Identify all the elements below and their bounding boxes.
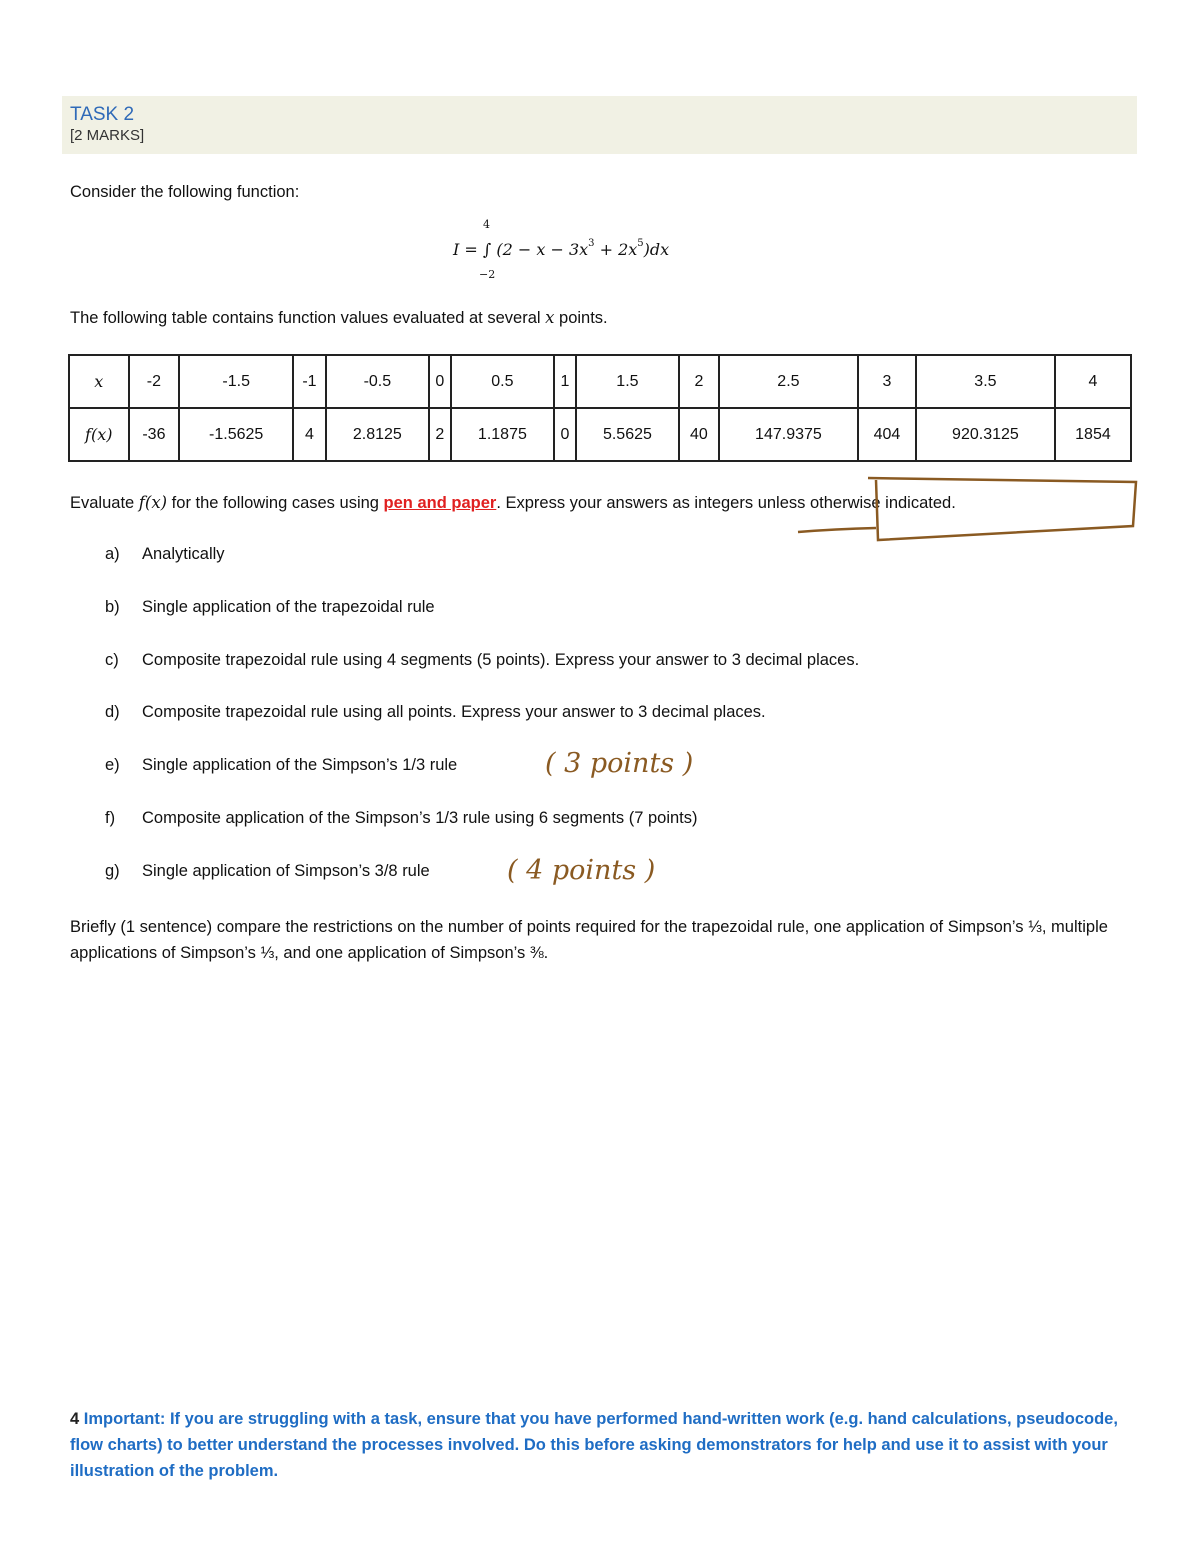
table-intro-before: The following table contains function values evaluated at several — [70, 309, 546, 327]
task-header — [62, 96, 1137, 154]
exponent-5: 5 — [637, 238, 644, 249]
table-cell-x: 3.5 — [916, 355, 1055, 408]
table-cell-x: 1 — [554, 355, 576, 408]
table-cell-fx: 404 — [858, 408, 916, 461]
eval-before: Evaluate — [70, 494, 139, 512]
list-item — [105, 545, 225, 564]
table-cell-x: 2 — [679, 355, 719, 408]
item-text: Single application of the trapezoidal rule — [142, 598, 435, 616]
table-cell-fx: 1854 — [1055, 408, 1131, 461]
task-title: TASK 2 — [70, 104, 135, 125]
table-cell-fx: -36 — [129, 408, 180, 461]
item-text: Composite trapezoidal rule using 4 segments (5 points). Express your answer to 3 decimal places. — [142, 651, 860, 669]
eval-after2: unless otherwise indicated. — [757, 494, 956, 512]
integral-equation — [453, 218, 763, 288]
table-cell-x: 2.5 — [719, 355, 858, 408]
intro-text: Consider the following function: — [70, 183, 300, 201]
integrand-mid: + 2x — [594, 240, 638, 259]
list-item — [105, 756, 457, 775]
eval-mid: for the following cases using — [167, 494, 384, 512]
item-label: g) — [105, 862, 120, 880]
table-row-fx — [69, 408, 1131, 461]
item-label: e) — [105, 756, 120, 774]
table-cell-x: 4 — [1055, 355, 1131, 408]
table-cell-x: 3 — [858, 355, 916, 408]
list-item — [105, 598, 435, 617]
table-intro — [70, 308, 608, 328]
item-label: c) — [105, 651, 119, 669]
list-item — [105, 862, 430, 881]
table-cell-fx: 1.1875 — [451, 408, 554, 461]
integral-lhs: I — [453, 240, 460, 259]
list-item — [105, 809, 698, 828]
important-number: 4 — [70, 1410, 80, 1428]
item-text: Composite trapezoidal rule using all points. Express your answer to 3 decimal places. — [142, 703, 766, 721]
table-cell-x: 1.5 — [576, 355, 679, 408]
task-marks: [2 MARKS] — [70, 127, 145, 144]
table-row-x — [69, 355, 1131, 408]
table-cell-x: -2 — [129, 355, 180, 408]
brief-question: Briefly (1 sentence) compare the restrictions on the number of points required for the trapezoidal rule, one application of Simpson’s ⅓, multiple applications of Simpson’s ⅓, and one application of Simpson’s ⅜. — [70, 918, 1108, 962]
exponent-3: 3 — [588, 238, 595, 249]
table-cell-x: -1.5 — [179, 355, 293, 408]
table-cell-x: -0.5 — [326, 355, 429, 408]
table-header-x: x — [69, 355, 129, 408]
table-cell-x: 0.5 — [451, 355, 554, 408]
table-cell-fx: 40 — [679, 408, 719, 461]
lower-limit: −2 — [479, 268, 496, 281]
function-values-table — [68, 354, 1132, 462]
important-note — [70, 1406, 1120, 1484]
item-text: Single application of Simpson’s 3/8 rule — [142, 862, 430, 880]
table-cell-fx: 147.9375 — [719, 408, 858, 461]
eval-fx: f(x) — [138, 493, 168, 512]
item-text: Composite application of the Simpson’s 1/3 rule using 6 segments (7 points) — [142, 809, 698, 827]
item-label: b) — [105, 598, 120, 616]
table-cell-fx: 4 — [293, 408, 326, 461]
table-intro-var: x — [545, 308, 555, 327]
integrand-post: )dx — [643, 240, 670, 259]
item-label: a) — [105, 545, 120, 563]
integral-body — [453, 238, 669, 259]
table-header-fx: f(x) — [69, 408, 129, 461]
table-cell-fx: 2.8125 — [326, 408, 429, 461]
upper-limit: 4 — [483, 218, 490, 231]
list-item — [105, 651, 859, 670]
table-cell-fx: 5.5625 — [576, 408, 679, 461]
item-text: Single application of the Simpson’s 1/3 rule — [142, 756, 458, 774]
important-text: Important: If you are struggling with a task, ensure that you have performed hand-written work (e.g. hand calculations, pseudocode, flow charts) to better understand the processes involved. Do this before asking demonstrators for help and use it to assist with your illustration of the problem. — [70, 1410, 1118, 1480]
handwritten-box-annotation — [790, 474, 1145, 549]
table-cell-fx: 920.3125 — [916, 408, 1055, 461]
table-intro-after: points. — [554, 309, 608, 327]
handwritten-note-4-points: ( 4 points ) — [507, 855, 656, 886]
table-cell-x: 0 — [429, 355, 451, 408]
table-cell-fx: 2 — [429, 408, 451, 461]
integrand-pre: = ∫ (2 − x − 3x — [464, 240, 589, 259]
item-text: Analytically — [142, 545, 225, 563]
table-cell-fx: -1.5625 — [179, 408, 293, 461]
handwritten-note-3-points: ( 3 points ) — [545, 748, 694, 779]
item-label: f) — [105, 809, 116, 827]
eval-after1: . Express your answers as integers — [496, 494, 758, 512]
table-cell-fx: 0 — [554, 408, 576, 461]
item-label: d) — [105, 703, 120, 721]
list-item — [105, 703, 766, 722]
table-cell-x: -1 — [293, 355, 326, 408]
pen-and-paper-highlight: pen and paper — [383, 494, 497, 512]
